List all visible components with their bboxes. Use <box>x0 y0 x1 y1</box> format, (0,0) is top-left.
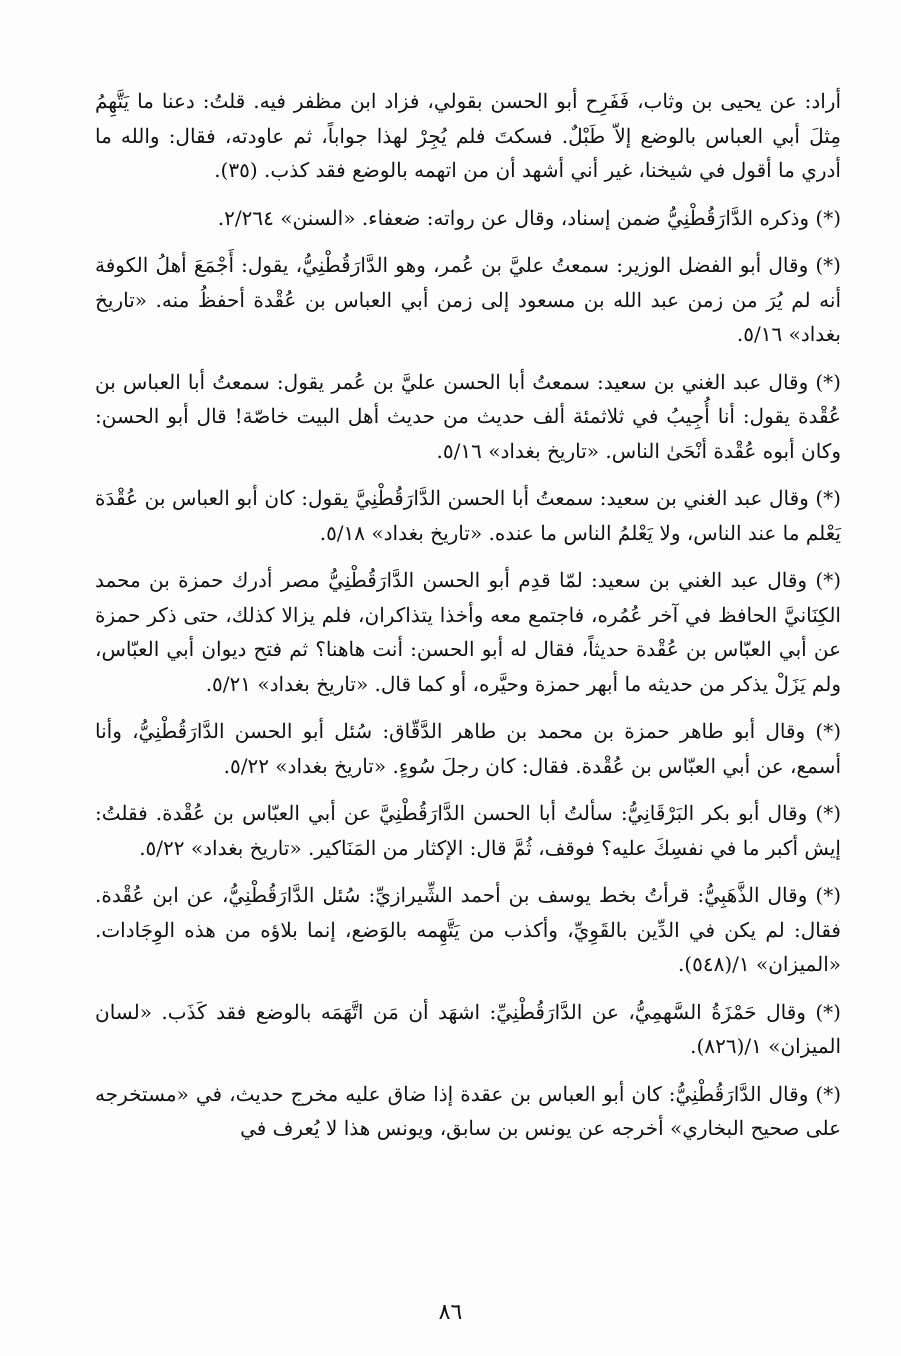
page-body-text <box>95 84 841 1159</box>
paragraph-2: (*) وذكره الدَّارَقُطْنِيُّ ضمن إسناد، وقال عن رواته: ضعفاء. «السنن» ٢/٢٦٤. <box>217 205 841 230</box>
paragraph-8: (*) وقال أبو بكر البَرْقَانِيُّ: سألتُ أبا الحسن الدَّارَقُطْنِيَّ عن أبي العبّاس بن عُقْدة. فقلتُ: إيش أكبر ما في نفسِكَ عليه؟ فوقف، ثُمَّ قال: الإكثار من المَنَاكير. «تاريخ بغداد» ٥/٢٢. <box>95 801 841 860</box>
paragraph-4: (*) وقال عبد الغني بن سعيد: سمعتُ أبا الحسن عليَّ بن عُمر يقول: سمعتُ أبا العباس بن عُقْدة يقول: أنا أُجِيبُ في ثلاثمئة ألف حديث من حديث أهل البيت خاصّة! قال أبو الحسن: وكان أبوه عُقْدة أنْحَىٰ الناس. «تاريخ بغداد» ٥/١٦. <box>95 369 841 463</box>
paragraph-11: (*) وقال الدَّارَقُطْنِيُّ: كان أبو العباس بن عقدة إذا ضاق عليه مخرج حديث، في «مستخرجه على صحيح البخاري» أخرجه عن يونس بن سابق، ويونس هذا لا يُعرف في <box>95 1081 841 1140</box>
paragraph-6: (*) وقال عبد الغني بن سعيد: لمّا قدِم أبو الحسن الدَّارَقُطْنِيُّ مصر أدرك حمزة بن محمد الكِنَانيَّ الحافظ في آخر عُمُره، فاجتمع معه وأخذا يتذاكران، فلم يزالا كذلك، حتى ذكر حمزة عن أبي العبّاس بن عُقْدة حديثاً، فقال له أبو الحسن: أنت هاهنا؟ ثم فتح ديوان أبي العبّاس، ولم يَزَلْ يذكر من حديثه ما أبهر حمزة وحيَّره، أو كما قال. «تاريخ بغداد» ٥/٢١. <box>95 568 841 696</box>
page-number: ٨٦ <box>438 1300 463 1325</box>
paragraph-9: (*) وقال الذَّهَبِيُّ: قرأتُ بخط يوسف بن أحمد الشِّيرازيِّ: سُئل الدَّارَقُطْنِيُّ، عن ابن عُقْدة. فقال: لم يكن في الدِّين بالقَوِيِّ، وأكذب من يَتَّهِمه بالوَضع، إنما بلاؤه من هذه الوِجَادات. «الميزان» ١/(٥٤٨). <box>95 883 841 976</box>
paragraph-3: (*) وقال أبو الفضل الوزير: سمعتُ عليَّ بن عُمر، وهو الدَّارَقُطْنِيُّ، يقول: أَجْمَعَ أهلُ الكوفة أنه لم يُرَ من زمن عبد الله بن مسعود إلى زمن أبي العباس بن عُقْدة أحفظُ منه. «تاريخ بغداد» ٥/١٦. <box>95 253 841 346</box>
paragraph-5: (*) وقال عبد الغني بن سعيد: سمعتُ أبا الحسن الدَّارَقُطْنِيَّ يقول: كان أبو العباس بن عُقْدَة يَعْلم ما عند الناس، ولا يَعْلمُ الناس ما عنده. «تاريخ بغداد» ٥/١٨. <box>95 486 841 545</box>
paragraph-10: (*) وقال حَمْزَةُ السَّهمِيُّ، عن الدَّارَقُطْنِيِّ: اشهَد أن مَن اتَّهَمَه بالوضع فقد كَذَب. «لسان الميزان» ١/(٨٢٦). <box>95 999 841 1058</box>
paragraph-7: (*) وقال أبو طاهر حمزة بن محمد بن طاهر الدَّقّاق: سُئل أبو الحسن الدَّارَقُطْنِيُّ، وأنا أسمع، عن أبي العبّاس بن عُقْدة. فقال: كان رجلَ سُوءٍ. «تاريخ بغداد» ٥/٢٢. <box>95 719 841 778</box>
paragraph-1: أراد: عن يحيى بن وثاب، فَفَرِح أبو الحسن بقولي، فزاد ابن مظفر فيه. قلتُ: دعنا ما يَتَّهِمُ مِثلَ أبي العباس بالوضع إلاّ طَبْلٌ. فسكتَ فلم يُجِرْ لهذا جواباً، ثم عاودته، فقال: والله ما أدري ما أقول في شيخنا، غير أني أشهد أن من اتهمه بالوضع فقد كذب. (٣٥). <box>95 89 841 182</box>
